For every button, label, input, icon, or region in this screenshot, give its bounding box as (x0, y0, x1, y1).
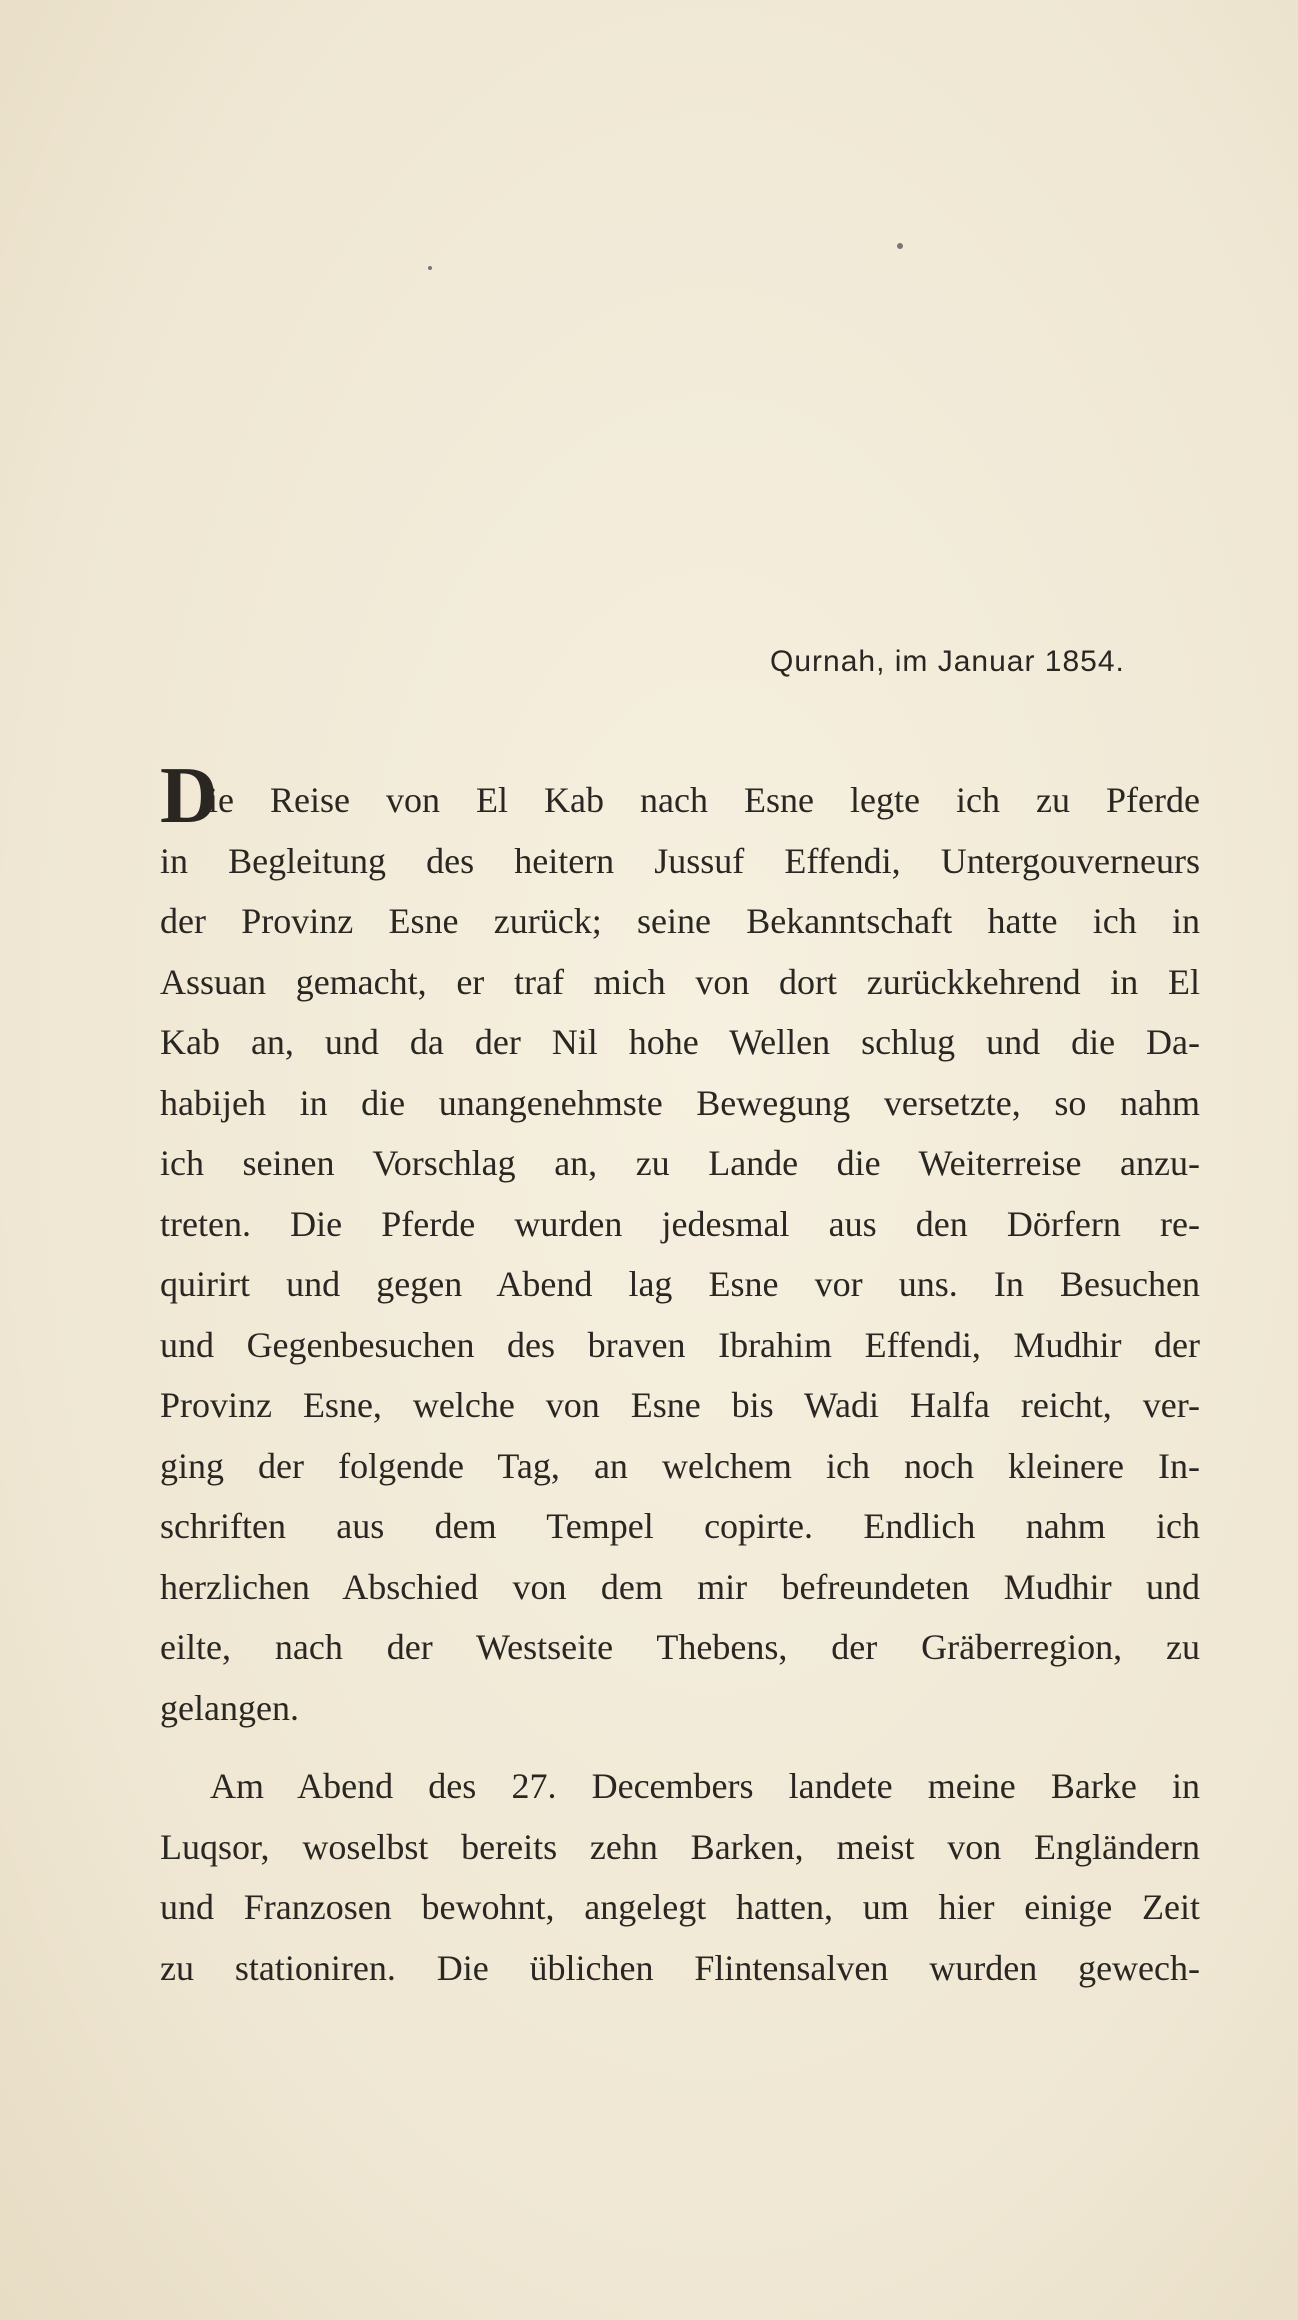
text-line: und Franzosen bewohnt, angelegt hatten, um hier einige Zeit (160, 1887, 1200, 1927)
text-line: herzlichen Abschied von dem mir befreundeten Mudhir und (160, 1566, 1200, 1607)
ink-speck (897, 243, 903, 249)
text-line: gelangen. (160, 1687, 299, 1728)
place-date-line: Qurnah, im Januar 1854. (770, 645, 1125, 678)
body-text (160, 752, 1200, 1998)
text-line: ging der folgende Tag, an welchem ich noch kleinere In- (160, 1445, 1200, 1486)
text-line: quirirt und gegen Abend lag Esne vor uns. In Besuchen (160, 1264, 1200, 1304)
text-line: zu stationiren. Die üblichen Flintensalven wurden gewech- (160, 1947, 1200, 1988)
text-line: Provinz Esne, welche von Esne bis Wadi Halfa reicht, ver- (160, 1385, 1200, 1425)
ink-speck (428, 266, 432, 270)
text-line: schriften aus dem Tempel copirte. Endlich nahm ich (160, 1506, 1200, 1546)
text-line: Luqsor, woselbst bereits zehn Barken, meist von Engländern (160, 1826, 1200, 1867)
text-line: Am Abend des 27. Decembers landete meine Barke in (210, 1766, 1200, 1806)
text-line: der Provinz Esne zurück; seine Bekanntschaft hatte ich in (160, 901, 1200, 941)
text-line: in Begleitung des heitern Jussuf Effendi, Untergouverneurs (160, 840, 1200, 881)
text-line: und Gegenbesuchen des braven Ibrahim Effendi, Mudhir der (160, 1324, 1200, 1365)
text-line: Assuan gemacht, er traf mich von dort zurückkehrend in El (160, 961, 1200, 1002)
text-line: Kab an, und da der Nil hohe Wellen schlug und die Da- (160, 1022, 1200, 1062)
drop-cap: D (160, 752, 218, 840)
text-line: treten. Die Pferde wurden jedesmal aus den Dörfern re- (160, 1203, 1200, 1244)
text-line: eilte, nach der Westseite Thebens, der Gräberregion, zu (160, 1627, 1200, 1667)
text-line: ie Reise von El Kab nach Esne legte ich zu Pferde (208, 780, 1200, 820)
text-line: habijeh in die unangenehmste Bewegung versetzte, so nahm (160, 1082, 1200, 1123)
text-line: ich seinen Vorschlag an, zu Lande die Weiterreise anzu- (160, 1143, 1200, 1183)
